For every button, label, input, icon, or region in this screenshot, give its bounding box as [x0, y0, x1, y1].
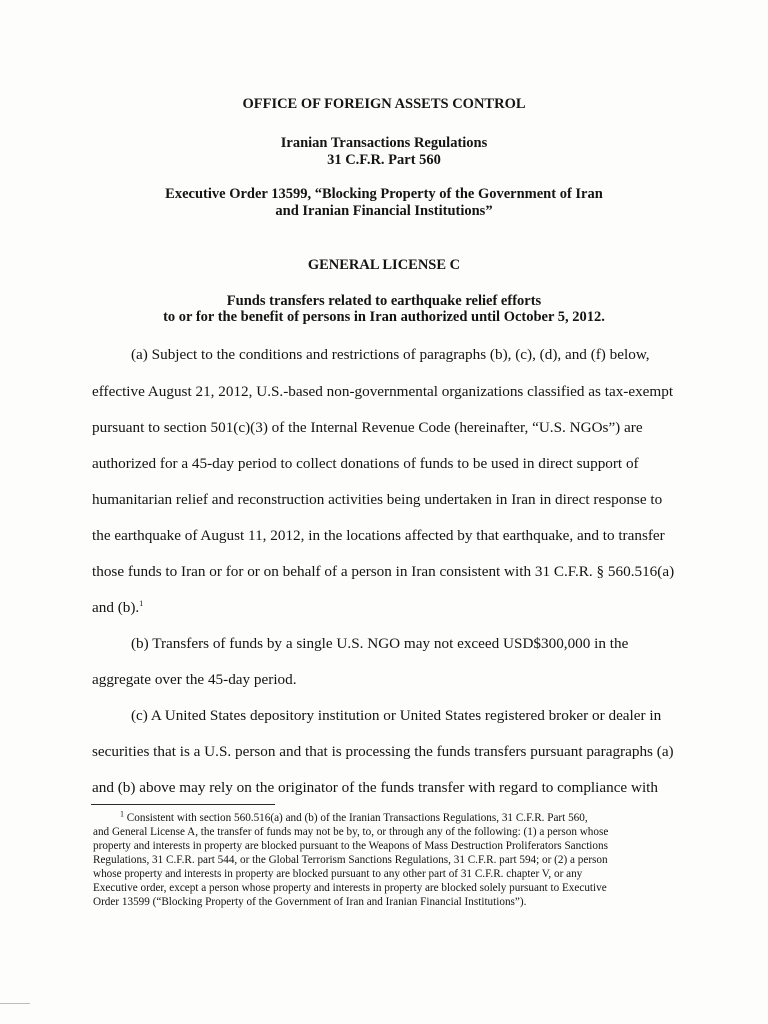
- body-line: those funds to Iran or for or on behalf of a person in Iran consistent with 31 C.F.R. § 560.516(a): [92, 563, 675, 580]
- footnote-line: Order 13599 (“Blocking Property of the Government of Iran and Iranian Financial Institutions”).: [93, 896, 527, 908]
- footnote-line: Executive order, except a person whose property and interests in property are blocked solely pursuant to Executive: [93, 882, 607, 894]
- body-line: humanitarian relief and reconstruction activities being undertaken in Iran in direct response to: [92, 491, 663, 508]
- body-line-text: and (b).: [92, 599, 140, 616]
- body-line: securities that is a U.S. person and that is processing the funds transfers pursuant paragraphs (a): [92, 743, 674, 760]
- body-line: and (b) above may rely on the originator of the funds transfer with regard to compliance with: [92, 779, 658, 796]
- footnote-line: and General License A, the transfer of funds may not be by, to, or through any of the following: (1) a person whose: [93, 826, 609, 838]
- body-line: pursuant to section 501(c)(3) of the Internal Revenue Code (hereinafter, “U.S. NGOs”) are: [92, 419, 643, 436]
- body-line: authorized for a 45-day period to collect donations of funds to be used in direct support of: [92, 455, 639, 472]
- subject-line-1: Funds transfers related to earthquake relief efforts: [226, 293, 542, 309]
- subject-line-2: to or for the benefit of persons in Iran authorized until October 5, 2012.: [163, 309, 605, 325]
- body-line: (b) Transfers of funds by a single U.S. NGO may not exceed USD$300,000 in the: [131, 635, 629, 652]
- cfr-part: 31 C.F.R. Part 560: [327, 152, 441, 168]
- body-line: the earthquake of August 11, 2012, in the locations affected by that earthquake, and to transfer: [92, 527, 665, 544]
- body-line: (a) Subject to the conditions and restrictions of paragraphs (b), (c), (d), and (f) below,: [131, 346, 650, 363]
- footnote-line: property and interests in property are blocked pursuant to the Weapons of Mass Destruction Proliferators Sanctions: [93, 840, 608, 852]
- body-line: (c) A United States depository institution or United States registered broker or dealer in: [131, 707, 662, 724]
- footnote-reference[interactable]: 1: [139, 598, 144, 608]
- regulations-title: Iranian Transactions Regulations: [280, 135, 488, 151]
- license-title: GENERAL LICENSE C: [307, 257, 461, 273]
- footnote-marker: 1: [120, 809, 124, 819]
- footnote-line: Regulations, 31 C.F.R. part 544, or the Global Terrorism Sanctions Regulations, 31 C.F.R. part 594; or (2) a person: [93, 854, 608, 866]
- executive-order-line-2: and Iranian Financial Institutions”: [275, 203, 493, 219]
- scan-edge-mark: [0, 1003, 30, 1004]
- footnote-line-text: Consistent with section 560.516(a) and (b) of the Iranian Transactions Regulations, 31 C.F.R. Part 560,: [126, 812, 588, 824]
- footnote-line: [120, 811, 588, 825]
- body-line: [92, 599, 143, 616]
- footnote-separator: [91, 804, 275, 805]
- executive-order-line-1: Executive Order 13599, “Blocking Property of the Government of Iran: [165, 186, 603, 202]
- body-line: aggregate over the 45-day period.: [92, 671, 297, 688]
- body-line: effective August 21, 2012, U.S.-based non-governmental organizations classified as tax-exempt: [92, 383, 674, 400]
- office-heading: OFFICE OF FOREIGN ASSETS CONTROL: [242, 96, 526, 112]
- footnote-line: whose property and interests in property are blocked pursuant to any other part of 31 C.F.R. chapter V, or any: [93, 868, 583, 880]
